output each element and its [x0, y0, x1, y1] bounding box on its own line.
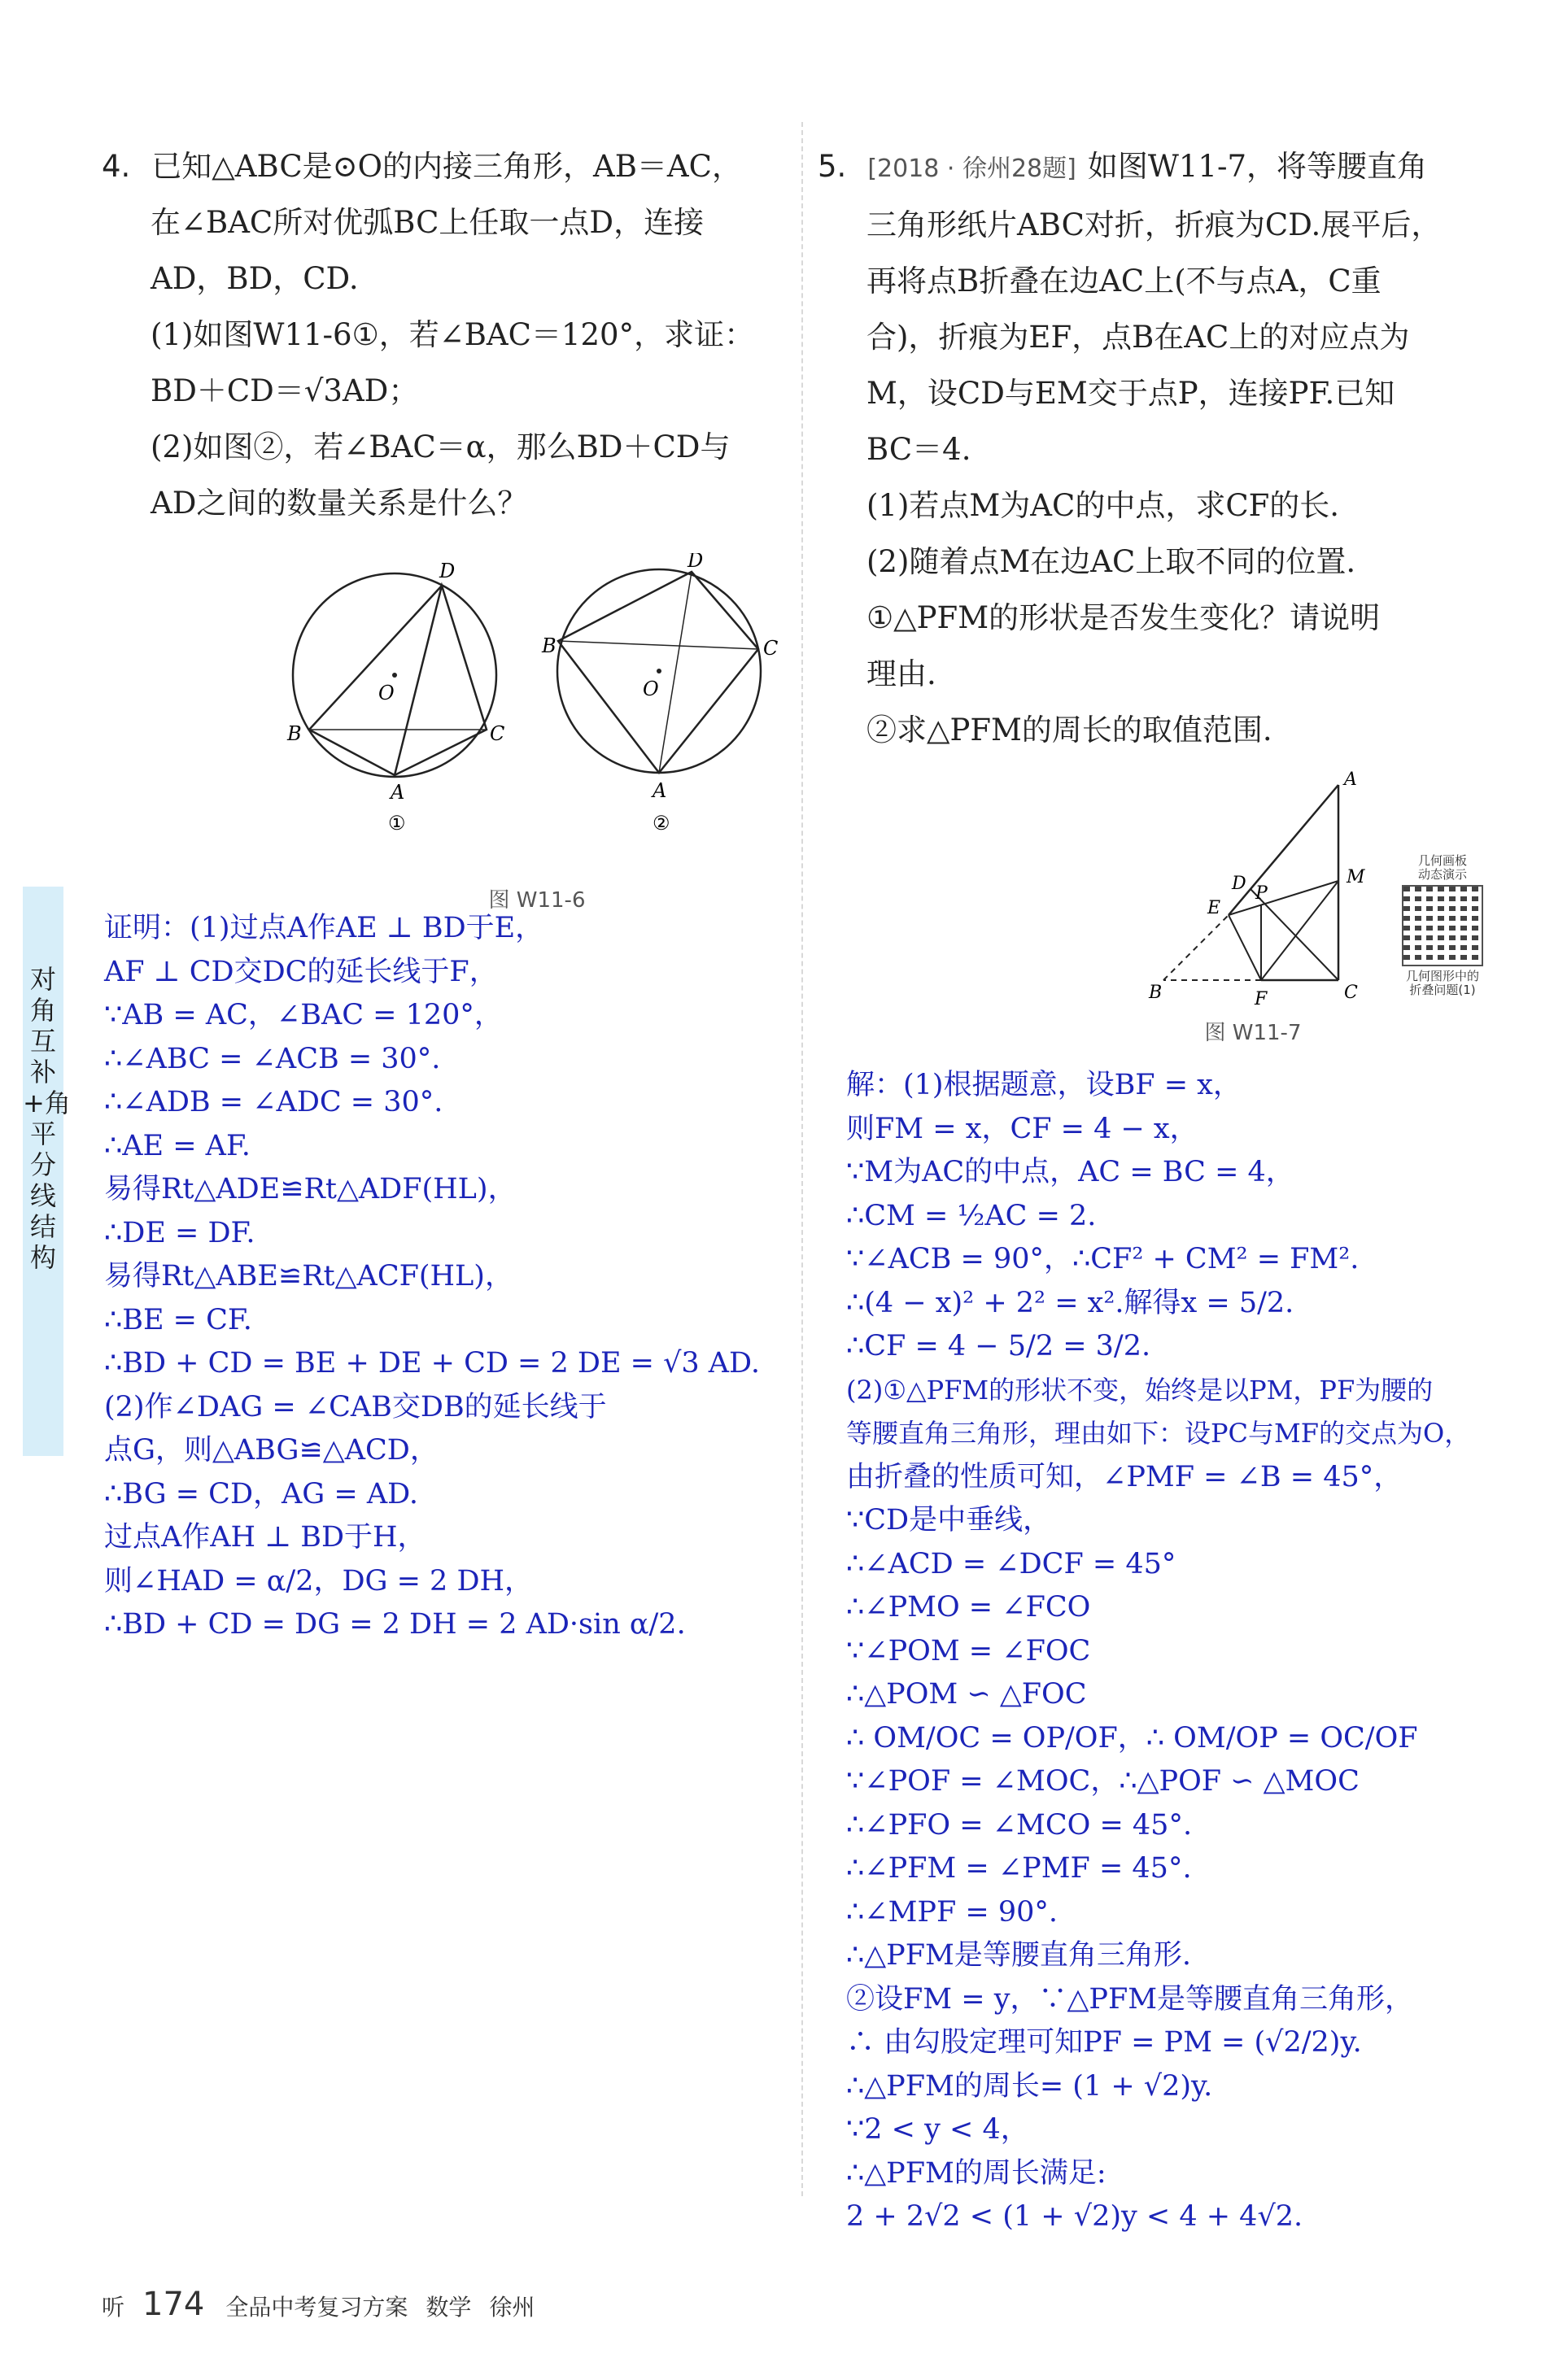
figure-w11-6-svg — [277, 553, 797, 878]
label-c: C — [490, 722, 505, 745]
solution-line: ∴DE = DF. — [104, 1216, 255, 1249]
question-4 — [102, 138, 785, 531]
label-o: O — [643, 678, 659, 700]
side-tab — [23, 887, 71, 1456]
solution-line: ∴∠ADB = ∠ADC = 30°. — [104, 1086, 443, 1118]
solution-line: ∴CF = 4 − 5/2 = 3/2. — [846, 1330, 1151, 1362]
center-point-2 — [657, 669, 661, 673]
q5-line: 三角形纸片ABC对折，折痕为CD.展平后， — [866, 207, 1442, 242]
solution-line: 等腰直角三角形，理由如下：设PC与MF的交点为O， — [846, 1418, 1471, 1449]
solution-line: ∵∠ACB = 90°，∴CF² + CM² = FM². — [846, 1243, 1360, 1275]
page-footer — [102, 2286, 552, 2323]
q5-line: 合)，折痕为EF，点B在AC上的对应点为 — [866, 320, 1410, 355]
solution-line: ∵2 < y < 4， — [846, 2113, 1029, 2146]
solution-line: 解：(1)根据题意，设BF = x， — [846, 1069, 1242, 1101]
page-number: 174 — [142, 2286, 205, 2323]
solution-line: ∵∠POF = ∠MOC，∴△POF ∽ △MOC — [846, 1765, 1360, 1798]
fig1-lines — [309, 586, 487, 775]
figure-caption: 图 W11-6 — [488, 888, 586, 913]
column-divider — [801, 122, 803, 2196]
qr-code-panel[interactable] — [1398, 854, 1487, 997]
q5-line: ①△PFM的形状是否发生变化？请说明 — [866, 600, 1381, 635]
fig1-number: ① — [388, 812, 406, 835]
solution-line: 2 + 2√2 < (1 + √2)y < 4 + 4√2. — [846, 2200, 1303, 2233]
solution-line: ∵M为AC的中点，AC = BC = 4， — [846, 1156, 1294, 1188]
q5-line: ②求△PFM的周长的取值范围. — [866, 713, 1272, 748]
solution-line: 易得Rt△ABE≌Rt△ACF(HL)， — [104, 1260, 513, 1292]
solution-line: ∴BD + CD = DG = 2 DH = 2 AD·sin α/2. — [104, 1608, 686, 1641]
solution-line: 点G，则△ABG≌△ACD， — [104, 1434, 439, 1467]
solution-line: ∴ OM/OC = OP/OF，∴ OM/OP = OC/OF — [846, 1721, 1418, 1754]
solution-line: ∴ 由勾股定理可知PF = PM = (√2/2)y. — [846, 2026, 1362, 2059]
figure-w11-7 — [1139, 769, 1399, 1046]
label-b: B — [1149, 983, 1163, 1003]
solution-line: AF ⊥ CD交DC的延长线于F， — [104, 955, 498, 988]
solution-line: ∴∠PMO = ∠FCO — [846, 1591, 1091, 1624]
line-fm — [1261, 881, 1338, 980]
q5-number: 5. — [818, 149, 847, 184]
q5-line: BC＝4. — [866, 432, 971, 467]
q4-solution — [104, 907, 788, 1647]
label-o: O — [378, 682, 395, 704]
q4-line: 在∠BAC所对优弧BC上任取一点D，连接 — [151, 205, 705, 240]
footer-prefix: 听 — [102, 2294, 125, 2321]
solution-line: 由折叠的性质可知，∠PMF = ∠B = 45°， — [846, 1460, 1403, 1493]
solution-line: 证明：(1)过点A作AE ⊥ BD于E， — [104, 912, 544, 944]
solution-line: ∴△PFM的周长= (1 + √2)y. — [846, 2069, 1213, 2103]
label-b: B — [542, 634, 557, 657]
solution-line: ∴∠ABC = ∠ACB = 30°. — [104, 1042, 441, 1075]
solution-line: 则FM = x，CF = 4 − x， — [846, 1112, 1198, 1145]
figure-w11-6 — [277, 553, 797, 913]
question-5 — [818, 138, 1509, 758]
fig2-da — [659, 572, 692, 773]
left-column — [102, 138, 785, 531]
label-d: D — [1232, 874, 1246, 894]
solution-line: ∴BE = CF. — [104, 1303, 252, 1336]
right-column — [818, 138, 1509, 758]
q4-line: BD＋CD＝√3AD； — [151, 373, 419, 408]
side-tab-label: 对角互补+角平分线结构 — [23, 964, 71, 1273]
solution-line: ∴(4 − x)² + 2² = x².解得x = 5/2. — [846, 1286, 1294, 1319]
figure-caption: 图 W11-7 — [1204, 1021, 1302, 1045]
label-c: C — [763, 637, 779, 660]
q5-line: (2)随着点M在边AC上取不同的位置. — [866, 544, 1356, 579]
q4-line: AD之间的数量关系是什么？ — [151, 486, 528, 521]
solution-line: (2)①△PFM的形状不变，始终是以PM，PF为腰的 — [846, 1374, 1434, 1406]
label-d: D — [687, 553, 704, 572]
q4-line: (2)如图②，若∠BAC＝α，那么BD＋CD与 — [151, 429, 731, 464]
edge-ea — [1229, 785, 1338, 915]
solution-line: ∴∠ACD = ∠DCF = 45° — [846, 1547, 1176, 1580]
solution-line: ∴△PFM的周长满足: — [846, 2156, 1107, 2190]
center-point — [392, 673, 397, 678]
solution-line: 过点A作AH ⊥ BD于H， — [104, 1521, 426, 1554]
solution-line: ∴AE = AF. — [104, 1129, 251, 1162]
solution-line: ∴∠MPF = 90°. — [846, 1895, 1058, 1929]
solution-line: ∴∠PFO = ∠MCO = 45°. — [846, 1808, 1193, 1842]
label-a: A — [653, 779, 667, 802]
subject: 数学 — [426, 2294, 472, 2321]
edge-be-dashed — [1163, 915, 1229, 980]
label-e: E — [1207, 898, 1221, 918]
solution-line: ∵AB = AC，∠BAC = 120°， — [104, 999, 503, 1031]
q5-line: 理由. — [866, 656, 936, 691]
label-a: A — [391, 781, 405, 804]
solution-line: ②设FM = y，∵△PFM是等腰直角三角形， — [846, 1982, 1414, 2016]
solution-line: ∴CM = ½AC = 2. — [846, 1199, 1097, 1232]
crease-ef — [1229, 915, 1261, 980]
q5-line: 5. [2018 · 徐州28题] 如图W11-7，将等腰直角 — [818, 149, 1428, 184]
q4-line: AD，BD，CD. — [151, 261, 359, 296]
q5-source: [2018 · 徐州28题] — [867, 155, 1076, 183]
q4-number: 4. — [102, 149, 131, 184]
solution-line: ∴BG = CD，AG = AD. — [104, 1477, 419, 1510]
solution-line: ∴△PFM是等腰直角三角形. — [846, 1939, 1191, 1972]
label-d: D — [439, 560, 456, 582]
label-b: B — [287, 722, 302, 745]
solution-line: 则∠HAD = α/2，DG = 2 DH， — [104, 1564, 534, 1598]
q5-line: M，设CD与EM交于点P，连接PF.已知 — [866, 376, 1395, 411]
qr-bottom-label: 几何图形中的 折叠问题(1) — [1405, 969, 1479, 997]
solution-line: ∴∠PFM = ∠PMF = 45°. — [846, 1852, 1192, 1885]
solution-line: ∴△POM ∽ △FOC — [846, 1678, 1087, 1711]
q5-line: (1)若点M为AC的中点，求CF的长. — [866, 488, 1340, 523]
qr-code-icon[interactable] — [1402, 885, 1483, 966]
label-a: A — [1344, 769, 1357, 790]
label-m: M — [1347, 867, 1365, 887]
q4-line: 4. 已知△ABC是⊙O的内接三角形，AB＝AC， — [102, 149, 742, 184]
fig2-bc — [558, 641, 758, 649]
fig2-number: ② — [653, 812, 670, 835]
q4-line: (1)如图W11-6①，若∠BAC＝120°，求证： — [151, 317, 755, 352]
solution-line: ∵CD是中垂线， — [846, 1504, 1052, 1537]
solution-line: 易得Rt△ADE≌Rt△ADF(HL)， — [104, 1173, 517, 1205]
book-title: 全品中考复习方案 — [225, 2294, 408, 2321]
q5-solution — [846, 1064, 1546, 2239]
q5-line: 再将点B折叠在边AC上(不与点A，C重 — [866, 264, 1381, 299]
solution-line: ∴BD + CD = BE + DE + CD = 2 DE = √3 AD. — [104, 1347, 760, 1380]
label-c: C — [1344, 983, 1358, 1003]
label-p: P — [1255, 883, 1268, 904]
label-f: F — [1255, 989, 1268, 1009]
solution-line: (2)作∠DAG = ∠CAB交DB的延长线于 — [104, 1390, 607, 1423]
figure-w11-7-svg — [1139, 769, 1399, 1013]
qr-top-label: 几何画板 动态演示 — [1417, 853, 1467, 882]
solution-line: ∵∠POM = ∠FOC — [846, 1634, 1091, 1667]
region: 徐州 — [489, 2294, 535, 2321]
